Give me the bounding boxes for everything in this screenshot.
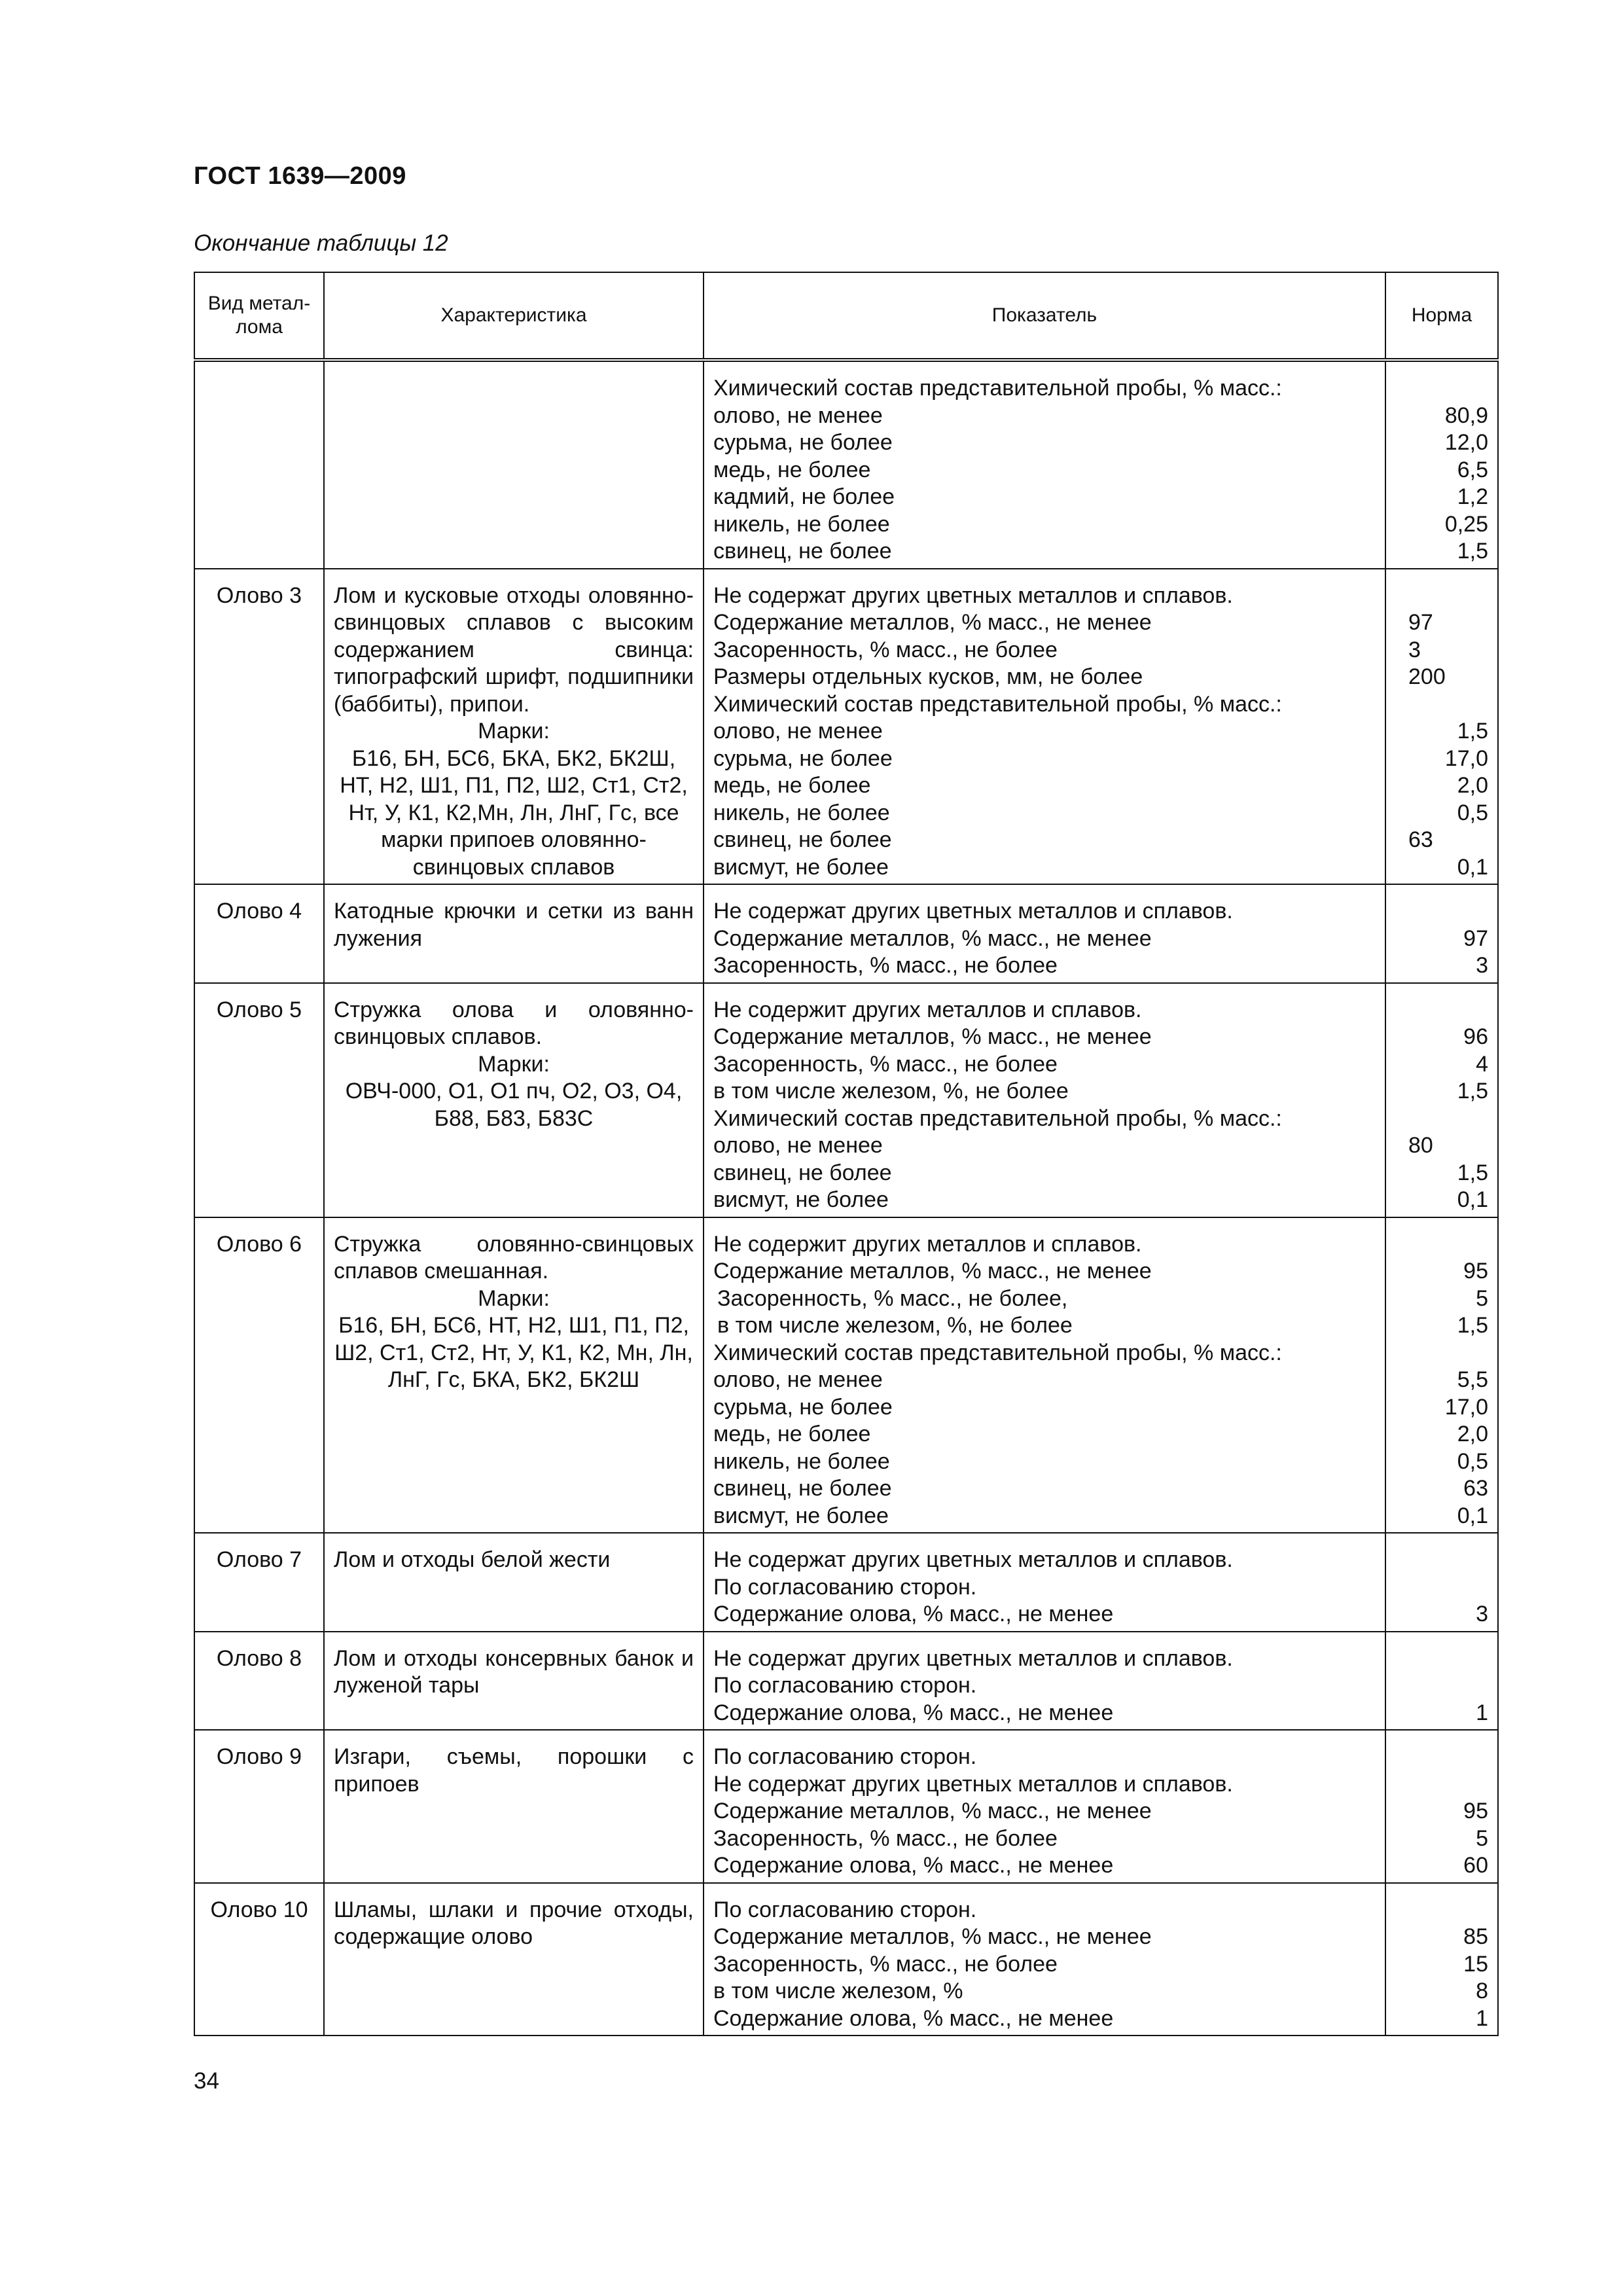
indicator-line: в том числе железом, %, не более (713, 1079, 1069, 1103)
indicator-cell (704, 884, 1385, 983)
norm-value (1395, 691, 1488, 719)
indicator-line: висмут, не более (713, 854, 889, 880)
indicator-line: Не содержат других цветных металлов и сплавов. (713, 583, 1233, 608)
indicator-line: Содержание металлов, % масс., не менее (713, 925, 1152, 951)
scrap-kind-cell: Олово 4 (194, 884, 324, 983)
indicator-cell (704, 983, 1385, 1217)
indicator-line: олово, не менее (713, 719, 883, 744)
indicator-line: Засоренность, % масс., не более (713, 1951, 1058, 1977)
characteristic-text: Стружка олова и оловянно-свинцовых сплавов. (334, 997, 694, 1049)
indicator-line: свинец, не более (713, 539, 892, 564)
norm-value: 1 (1476, 1700, 1488, 1725)
norm-value: 2,0 (1457, 1422, 1488, 1446)
indicator-line: свинец, не более (713, 1476, 892, 1501)
indicator-cell (704, 1883, 1385, 2036)
norm-value (1395, 997, 1488, 1024)
norm-value (1395, 1744, 1488, 1771)
indicator-cell (704, 1632, 1385, 1731)
norm-cell (1385, 1632, 1498, 1731)
norm-value (1395, 1897, 1488, 1924)
norm-value (1395, 898, 1488, 925)
norm-value: 0,25 (1444, 511, 1488, 537)
characteristic-cell (324, 1730, 704, 1883)
indicator-line: в том числе железом, %, не более (717, 1313, 1073, 1338)
norm-value: 95 (1463, 1259, 1488, 1283)
norm-value: 17,0 (1444, 745, 1488, 771)
indicator-line: олово, не менее (713, 1133, 883, 1158)
norm-value: 0,1 (1457, 1187, 1488, 1212)
norm-cell (1385, 1533, 1498, 1632)
table-row (194, 360, 1498, 569)
characteristic-text: Лом и кусковые отходы оловянно-свинцовых сплавов с высоким содержанием свинца: типографский шрифт, подшипники (баббиты), припои. (334, 583, 694, 717)
characteristic-cell (324, 360, 704, 569)
indicator-line: Содержание металлов, % масс., не менее (713, 1259, 1152, 1283)
norm-value: 85 (1463, 1924, 1488, 1949)
norm-value: 60 (1463, 1853, 1488, 1878)
indicator-line: никель, не более (713, 1448, 890, 1474)
indicator-line: кадмий, не более (713, 484, 895, 509)
norm-cell (1385, 1217, 1498, 1534)
indicator-line: сурьма, не более (713, 745, 893, 771)
norm-value: 3 (1476, 1602, 1488, 1626)
table-row (194, 983, 1498, 1217)
norm-value: 2,0 (1457, 773, 1488, 798)
norm-value: 0,1 (1457, 854, 1488, 880)
indicator-line: Размеры отдельных кусков, мм, не более (713, 664, 1143, 689)
norm-value: 3 (1408, 637, 1421, 662)
indicator-line: Не содержат других цветных металлов и сплавов. (713, 899, 1233, 924)
characteristic-text: Шламы, шлаки и прочие отходы, содержащие олово (334, 1897, 694, 1949)
indicator-line: Химический состав представительной пробы, % масс.: (713, 1105, 1282, 1131)
header-characteristic: Характеристика (324, 272, 704, 360)
page-number: 34 (194, 2068, 219, 2094)
norm-value: 0,1 (1457, 1503, 1488, 1528)
brands-label: Марки: (478, 1051, 550, 1077)
header-indicator: Показатель (704, 272, 1385, 360)
norm-value (1395, 583, 1488, 610)
indicator-line: Содержание металлов, % масс., не менее (713, 1924, 1152, 1949)
metal-scrap-table (194, 272, 1499, 2036)
table-row (194, 884, 1498, 983)
characteristic-text: Лом и отходы консервных банок и луженой тары (334, 1645, 694, 1698)
norm-value: 5 (1476, 1285, 1488, 1311)
scrap-kind-cell: Олово 8 (194, 1632, 324, 1731)
scrap-kind-cell: Олово 9 (194, 1730, 324, 1883)
norm-value (1395, 1771, 1488, 1799)
indicator-line: в том числе железом, % (713, 1979, 963, 2003)
indicator-line: Не содержит других металлов и сплавов. (713, 997, 1142, 1022)
indicator-cell (704, 1533, 1385, 1632)
norm-cell (1385, 569, 1498, 885)
indicator-line: сурьма, не более (713, 430, 893, 455)
norm-value: 1,5 (1457, 1313, 1488, 1338)
indicator-cell (704, 360, 1385, 569)
norm-value: 8 (1476, 1979, 1488, 2003)
norm-value: 1,5 (1457, 719, 1488, 744)
characteristic-cell (324, 983, 704, 1217)
norm-cell (1385, 983, 1498, 1217)
indicator-line: По согласованию сторон. (713, 1673, 977, 1698)
table-body (194, 360, 1498, 2036)
characteristic-cell (324, 1632, 704, 1731)
norm-value: 6,5 (1457, 457, 1488, 482)
characteristic-cell (324, 1883, 704, 2036)
norm-value: 15 (1463, 1951, 1488, 1977)
norm-value: 95 (1463, 1799, 1488, 1823)
indicator-line: Содержание олова, % масс., не менее (713, 1602, 1114, 1626)
indicator-line: олово, не менее (713, 403, 883, 428)
norm-cell (1385, 884, 1498, 983)
indicator-line: никель, не более (713, 511, 890, 537)
indicator-line: Химический состав представительной пробы, % масс.: (713, 691, 1282, 717)
indicator-line: Содержание металлов, % масс., не менее (713, 1799, 1152, 1823)
norm-value: 5 (1476, 1825, 1488, 1851)
characteristic-text: Изгари, съемы, порошки с припоев (334, 1744, 694, 1797)
table-row (194, 1883, 1498, 2036)
indicator-line: Не содержат других цветных металлов и сплавов. (713, 1547, 1233, 1572)
table-row (194, 1533, 1498, 1632)
norm-value: 5,5 (1457, 1367, 1488, 1392)
norm-value: 63 (1408, 827, 1433, 852)
characteristic-cell (324, 884, 704, 983)
brands-list: Б16, БН, БС6, БКА, БК2, БК2Ш, НТ, Н2, Ш1, П1, П2, Ш2, Ст1, Ст2, Нт, У, К1, К2,Мн, Лн, ЛнГ, Гс, все марки припоев оловянно-свинцовых сплавов (340, 745, 688, 880)
characteristic-text: Катодные крючки и сетки из ванн лужения (334, 899, 694, 951)
norm-value: 3 (1476, 953, 1488, 978)
norm-value: 80,9 (1444, 403, 1488, 428)
norm-value: 12,0 (1444, 430, 1488, 455)
scrap-kind-cell: Олово 10 (194, 1883, 324, 2036)
indicator-line: Засоренность, % масс., не более, (717, 1285, 1068, 1311)
norm-value: 1,5 (1457, 1079, 1488, 1103)
document-title: ГОСТ 1639—2009 (194, 162, 406, 190)
scrap-kind-cell: Олово 5 (194, 983, 324, 1217)
indicator-line: висмут, не более (713, 1503, 889, 1528)
scrap-kind-cell: Олово 7 (194, 1533, 324, 1632)
norm-cell (1385, 360, 1498, 569)
indicator-line: Не содержат других цветных металлов и сплавов. (713, 1771, 1233, 1797)
norm-value: 17,0 (1444, 1394, 1488, 1420)
norm-value: 200 (1408, 664, 1446, 689)
scrap-kind-cell: Олово 3 (194, 569, 324, 885)
norm-value (1395, 1547, 1488, 1574)
norm-value (1395, 1574, 1488, 1602)
indicator-line: медь, не более (713, 1422, 871, 1446)
norm-value: 1,5 (1457, 539, 1488, 564)
indicator-line: висмут, не более (713, 1187, 889, 1212)
table-row (194, 1217, 1498, 1534)
scrap-kind-cell (194, 360, 324, 569)
norm-value: 1,2 (1457, 484, 1488, 509)
indicator-line: Содержание олова, % масс., не менее (713, 2005, 1114, 2031)
indicator-line: Содержание олова, % масс., не менее (713, 1853, 1114, 1878)
brands-label: Марки: (478, 719, 550, 744)
indicator-line: По согласованию сторон. (713, 1897, 977, 1922)
brands-list: ОВЧ-000, О1, О1 пч, О2, О3, О4, Б88, Б83, Б83С (345, 1079, 683, 1131)
indicator-line: Не содержит других металлов и сплавов. (713, 1231, 1142, 1257)
characteristic-cell (324, 1217, 704, 1534)
norm-value: 4 (1476, 1051, 1488, 1077)
table-header-row (194, 272, 1498, 360)
brands-list: Б16, БН, БС6, НТ, Н2, Ш1, П1, П2, Ш2, Ст1, Ст2, Нт, У, К1, К2, Мн, Лн, ЛнГ, Гс, БКА, БК2, БК2Ш (334, 1313, 693, 1392)
table-row (194, 569, 1498, 885)
indicator-line: Засоренность, % масс., не более (713, 637, 1058, 662)
norm-value: 1,5 (1457, 1160, 1488, 1185)
norm-cell (1385, 1883, 1498, 2036)
norm-value (1395, 1340, 1488, 1367)
indicator-line: По согласованию сторон. (713, 1744, 977, 1769)
norm-value: 0,5 (1457, 1448, 1488, 1474)
indicator-cell (704, 1730, 1385, 1883)
indicator-cell (704, 569, 1385, 885)
norm-value: 97 (1408, 610, 1433, 635)
norm-value: 63 (1463, 1476, 1488, 1501)
indicator-line: никель, не более (713, 800, 890, 825)
norm-value (1395, 1105, 1488, 1133)
indicator-line: Содержание металлов, % масс., не менее (713, 1024, 1152, 1049)
norm-value: 96 (1463, 1024, 1488, 1049)
norm-value: 0,5 (1457, 800, 1488, 825)
table-row (194, 1632, 1498, 1731)
norm-value (1395, 1231, 1488, 1259)
scrap-kind-cell: Олово 6 (194, 1217, 324, 1534)
indicator-line: Химический состав представительной пробы, % масс.: (713, 1340, 1282, 1365)
indicator-line: олово, не менее (713, 1367, 883, 1392)
indicator-line: медь, не более (713, 457, 871, 482)
indicator-line: сурьма, не более (713, 1394, 893, 1420)
table-row (194, 1730, 1498, 1883)
indicator-line: медь, не более (713, 773, 871, 798)
norm-value (1395, 1645, 1488, 1673)
indicator-line: Засоренность, % масс., не более (713, 1051, 1058, 1077)
indicator-line: Содержание металлов, % масс., не менее (713, 610, 1152, 635)
brands-label: Марки: (478, 1285, 550, 1311)
indicator-line: Засоренность, % масс., не более (713, 1825, 1058, 1851)
characteristic-cell (324, 1533, 704, 1632)
norm-value: 1 (1476, 2005, 1488, 2031)
indicator-line: Засоренность, % масс., не более (713, 953, 1058, 978)
indicator-line: По согласованию сторон. (713, 1574, 977, 1600)
characteristic-cell (324, 569, 704, 885)
indicator-line: Не содержат других цветных металлов и сплавов. (713, 1645, 1233, 1671)
indicator-cell (704, 1217, 1385, 1534)
norm-value: 80 (1408, 1133, 1433, 1158)
indicator-line: Химический состав представительной пробы, % масс.: (713, 376, 1282, 401)
norm-value: 97 (1463, 925, 1488, 951)
table-caption: Окончание таблицы 12 (194, 230, 448, 256)
norm-cell (1385, 1730, 1498, 1883)
norm-value (1395, 1672, 1488, 1700)
characteristic-text: Стружка оловянно-свинцовых сплавов смешанная. (334, 1231, 694, 1283)
header-norm: Норма (1385, 272, 1498, 360)
characteristic-text: Лом и отходы белой жести (334, 1547, 611, 1572)
indicator-line: Содержание олова, % масс., не менее (713, 1700, 1114, 1725)
indicator-line: свинец, не более (713, 1160, 892, 1185)
norm-value (1395, 375, 1488, 403)
indicator-line: свинец, не более (713, 827, 892, 852)
header-scrap-kind: Вид метал- лома (194, 272, 324, 360)
